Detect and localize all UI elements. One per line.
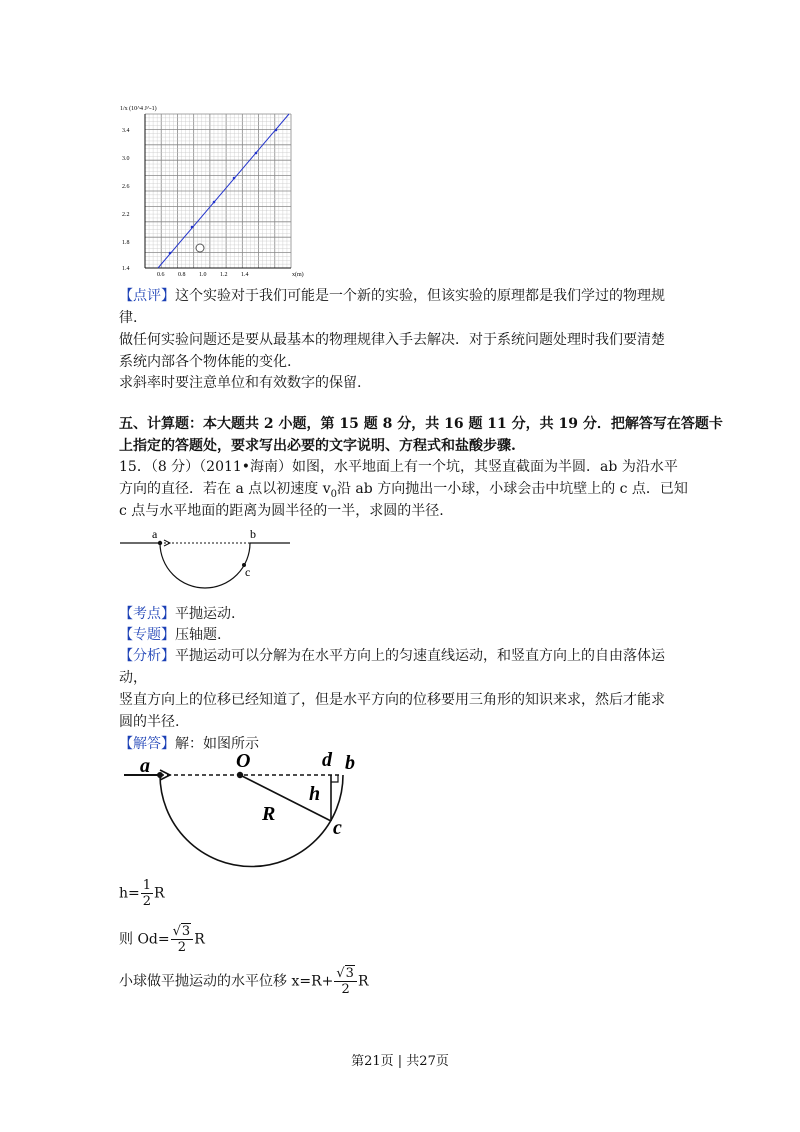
graph-ylabel: 1/x (10^4 J^-1) xyxy=(120,106,157,112)
review-line-4: 系统内部各个物体能的变化. xyxy=(119,354,292,370)
kaodian-line xyxy=(119,604,235,624)
y-tick-label: 3.0 xyxy=(122,156,130,162)
solution-diagram-svg xyxy=(118,748,358,872)
x-tick-label: 0.6 xyxy=(157,272,165,278)
review-line-1 xyxy=(119,286,665,306)
review-line-2: 律. xyxy=(119,310,138,326)
eq1-lhs: h= xyxy=(119,885,140,902)
label-b: b xyxy=(345,752,355,774)
fenxi-line-4: 圆的半径. xyxy=(119,714,180,730)
point-a-dot xyxy=(157,772,163,778)
eq1-den: 2 xyxy=(142,894,152,909)
jieda-text: 解：如图所示 xyxy=(175,736,259,752)
eq1-rhs: R xyxy=(154,885,165,902)
section-heading-2: 上指定的答题处，要求写出必要的文字说明、方程式和盐酸步骤. xyxy=(119,438,516,454)
graph-xticks xyxy=(157,272,249,278)
eq3-rad: 3 xyxy=(345,966,354,981)
y-tick-label: 2.6 xyxy=(122,184,130,190)
graph-yticks xyxy=(122,128,130,272)
review-tag: 【点评】 xyxy=(119,288,175,304)
problem-line-1: 15．（8 分）（2011•海南）如图，水平地面上有一个坑，其竖直截面为半圆．ab 为沿水平 xyxy=(119,459,678,475)
y-tick-label: 3.4 xyxy=(122,128,130,134)
label-a: a xyxy=(140,755,150,777)
label-c: c xyxy=(245,565,251,579)
eq2-lhs: 则 Od= xyxy=(119,931,170,948)
graph-point xyxy=(213,201,216,204)
jieda-tag: 【解答】 xyxy=(119,736,175,752)
eq2-rhs: R xyxy=(194,931,205,948)
fenxi-line-1 xyxy=(119,646,665,666)
page-footer: 第21页 | 共27页 xyxy=(351,1054,449,1069)
eq3-rhs: R xyxy=(357,973,369,990)
equation-od xyxy=(119,924,205,955)
problem-line-2b: 沿 ab 方向抛出一小球，小球会击中坑壁上的 c 点．已知 xyxy=(336,481,688,497)
label-r: R xyxy=(262,803,276,825)
zhuanti-line xyxy=(119,625,221,645)
kaodian-tag: 【考点】 xyxy=(119,606,175,622)
equation-x xyxy=(119,966,368,997)
graph-point xyxy=(191,226,194,229)
y-tick-label: 2.2 xyxy=(122,212,130,218)
pit-semicircle xyxy=(160,543,250,588)
right-angle-mark xyxy=(331,775,338,782)
label-o: O xyxy=(236,750,251,772)
fenxi-text-1: 平抛运动可以分解为在水平方向上的匀速直线运动，和竖直方向上的自由落体运 xyxy=(175,648,665,664)
label-d: d xyxy=(322,749,332,771)
x-tick-label: 1.2 xyxy=(220,272,228,278)
eq2-fraction xyxy=(171,924,194,955)
review-text-1: 这个实验对于我们可能是一个新的实验，但该实验的原理都是我们学过的物理规 xyxy=(175,288,665,304)
review-line-3: 做任何实验问题还是要从最基本的物理规律入手去解决．对于系统问题处理时我们要清楚 xyxy=(119,332,665,348)
eq3-fraction xyxy=(334,966,357,997)
kaodian-text: 平抛运动. xyxy=(175,606,236,622)
graph-point xyxy=(275,129,278,132)
solution-diagram xyxy=(118,748,358,872)
zhuanti-text: 压轴题. xyxy=(175,627,222,643)
problem-line-2a: 方向的直径．若在 a 点以初速度 v xyxy=(119,481,331,497)
graph xyxy=(118,100,308,280)
graph-circle-marker xyxy=(196,244,204,252)
eq2-sqrt: √3 xyxy=(172,924,191,939)
fenxi-line-2: 动， xyxy=(119,670,147,686)
x-tick-label: 0.8 xyxy=(178,272,186,278)
eq2-num xyxy=(171,924,194,940)
y-tick-label: 1.8 xyxy=(122,240,130,246)
problem-line-2-sub: 0 xyxy=(330,488,337,500)
label-a: a xyxy=(152,527,158,541)
eq3-sqrt: √3 xyxy=(336,966,354,981)
eq2-den: 2 xyxy=(177,940,187,955)
eq2-rad: 3 xyxy=(181,924,191,939)
eq3-num xyxy=(334,966,357,982)
graph-svg xyxy=(118,100,308,280)
eq3-den: 2 xyxy=(341,982,350,997)
fenxi-tag: 【分析】 xyxy=(119,648,175,664)
point-a-dot xyxy=(158,541,162,545)
x-tick-label: 1.4 xyxy=(241,272,249,278)
zhuanti-tag: 【专题】 xyxy=(119,627,175,643)
y-tick-label: 1.4 xyxy=(122,266,130,272)
eq3-lhs: 小球做平抛运动的水平位移 x=R+ xyxy=(119,973,334,990)
graph-point xyxy=(255,152,258,155)
graph-point xyxy=(169,252,172,255)
eq1-fraction xyxy=(141,878,153,909)
review-line-5: 求斜率时要注意单位和有效数字的保留. xyxy=(119,375,362,391)
problem-line-3: c 点与水平地面的距离为圆半径的一半，求圆的半径. xyxy=(119,503,444,519)
problem-diagram xyxy=(118,525,298,600)
x-tick-label: 1.0 xyxy=(199,272,207,278)
label-h: h xyxy=(309,783,321,805)
problem-diagram-svg xyxy=(118,525,298,600)
section-heading-1: 五、计算题：本大题共 2 小题，第 15 题 8 分，共 16 题 11 分，共 19 分．把解答写在答题卡 xyxy=(119,416,723,432)
eq1-num: 1 xyxy=(142,878,152,893)
label-b: b xyxy=(250,527,256,541)
graph-point xyxy=(233,177,236,180)
equation-h xyxy=(119,878,165,909)
fenxi-line-3: 竖直方向上的位移已经知道了，但是水平方向的位移要用三角形的知识来求，然后才能求 xyxy=(119,692,665,708)
graph-xlabel: x(m) xyxy=(292,272,304,278)
label-c: c xyxy=(333,817,342,839)
